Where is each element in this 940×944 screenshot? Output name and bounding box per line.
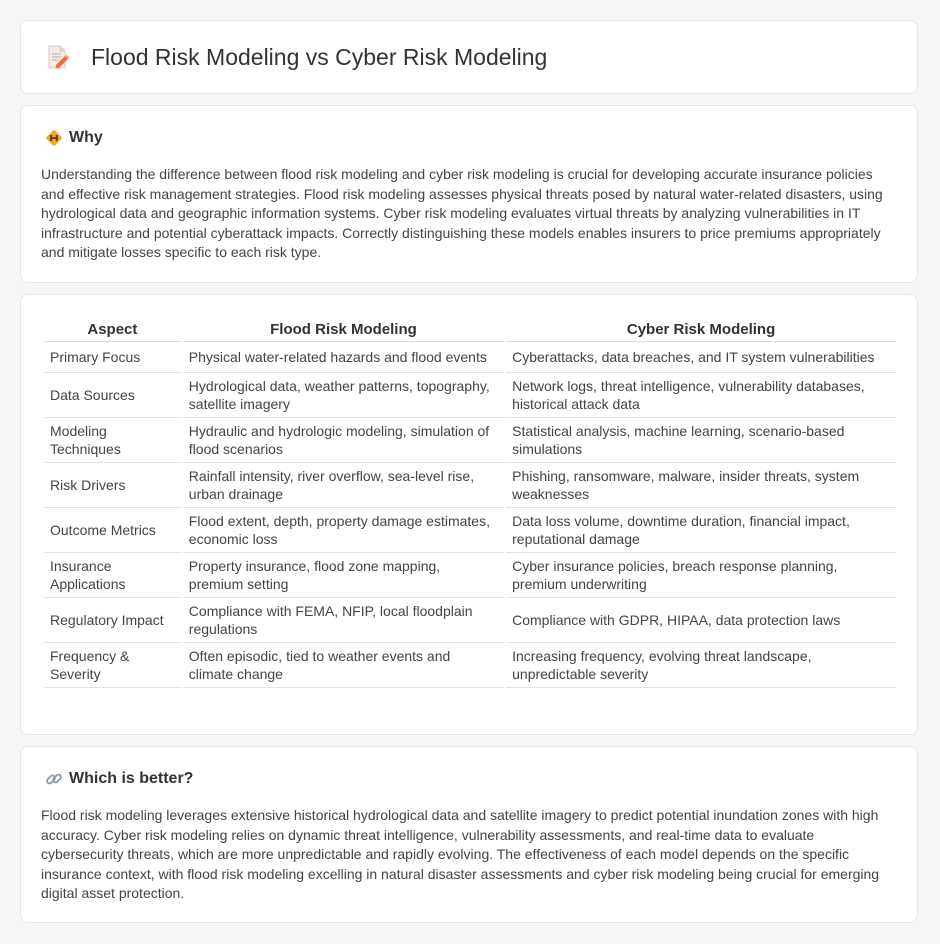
aspect-cell: Insurance Applications (44, 553, 181, 598)
page-title: Flood Risk Modeling vs Cyber Risk Modeling (91, 43, 548, 70)
table-row (44, 463, 896, 508)
header-cyber: Cyber Risk Modeling (506, 315, 896, 342)
aspect-cell: Data Sources (44, 373, 181, 418)
cyber-cell: Network logs, threat intelligence, vulnerability databases, historical attack data (506, 373, 896, 418)
aspect-cell: Primary Focus (44, 342, 181, 373)
table-row (44, 418, 896, 463)
cyber-cell: Statistical analysis, machine learning, scenario-based simulations (506, 418, 896, 463)
which-is-better-section (20, 746, 918, 923)
better-paragraph: Flood risk modeling leverages extensive historical hydrological data and satellite imagery to predict potential inundation zones with high accuracy. Cyber risk modeling relies on dynamic threat intelligence, vulnerability assessments, and real-time data to evaluate cybersecurity threats, which are more unpredictable and rapidly evolving. The effectiveness of each model depends on the specific insurance context, with flood risk modeling excelling in natural disaster assessments and cyber risk modeling being crucial for emerging digital asset protection. (41, 807, 880, 902)
aspect-cell: Modeling Techniques (44, 418, 181, 463)
link-icon (45, 770, 63, 788)
title-card (20, 20, 918, 94)
header-aspect: Aspect (44, 315, 181, 342)
comparison-table (42, 315, 898, 688)
flood-cell: Hydraulic and hydrologic modeling, simulation of flood scenarios (183, 418, 504, 463)
table-row (44, 508, 896, 553)
table-row (44, 342, 896, 373)
better-heading: Which is better? (69, 770, 194, 787)
why-paragraph: Understanding the difference between flood risk modeling and cyber risk modeling is crucial for developing accurate insurance policies and effective risk management strategies. Flood risk modeling assesses physical threats posed by natural water-related disasters, using hydrological data and geographic information systems. Cyber risk modeling evaluates virtual threats by analyzing vulnerabilities in IT infrastructure and potential cyberattack impacts. Correctly distinguishing these models enables insurers to price premiums appropriately and mitigate losses specific to each risk type. (41, 166, 883, 261)
flood-cell: Property insurance, flood zone mapping, premium setting (183, 553, 504, 598)
aspect-cell: Regulatory Impact (44, 598, 181, 643)
comparison-section (20, 294, 918, 735)
table-header-row (44, 315, 896, 342)
flood-cell: Physical water-related hazards and flood events (183, 342, 504, 373)
aspect-cell: Frequency & Severity (44, 643, 181, 688)
document-pencil-icon (47, 45, 69, 69)
header-flood: Flood Risk Modeling (183, 315, 504, 342)
table-row (44, 643, 896, 688)
cyber-cell: Cyber insurance policies, breach response planning, premium underwriting (506, 553, 896, 598)
table-row (44, 598, 896, 643)
road-sign-icon (45, 129, 63, 147)
table-row (44, 373, 896, 418)
cyber-cell: Data loss volume, downtime duration, financial impact, reputational damage (506, 508, 896, 553)
cyber-cell: Cyberattacks, data breaches, and IT system vulnerabilities (506, 342, 896, 373)
table-row (44, 553, 896, 598)
flood-cell: Often episodic, tied to weather events and climate change (183, 643, 504, 688)
why-heading: Why (69, 129, 103, 146)
cyber-cell: Phishing, ransomware, malware, insider threats, system weaknesses (506, 463, 896, 508)
cyber-cell: Compliance with GDPR, HIPAA, data protection laws (506, 598, 896, 643)
aspect-cell: Outcome Metrics (44, 508, 181, 553)
flood-cell: Compliance with FEMA, NFIP, local floodplain regulations (183, 598, 504, 643)
flood-cell: Flood extent, depth, property damage estimates, economic loss (183, 508, 504, 553)
flood-cell: Rainfall intensity, river overflow, sea-level rise, urban drainage (183, 463, 504, 508)
flood-cell: Hydrological data, weather patterns, topography, satellite imagery (183, 373, 504, 418)
aspect-cell: Risk Drivers (44, 463, 181, 508)
why-section (20, 105, 918, 283)
cyber-cell: Increasing frequency, evolving threat landscape, unpredictable severity (506, 643, 896, 688)
